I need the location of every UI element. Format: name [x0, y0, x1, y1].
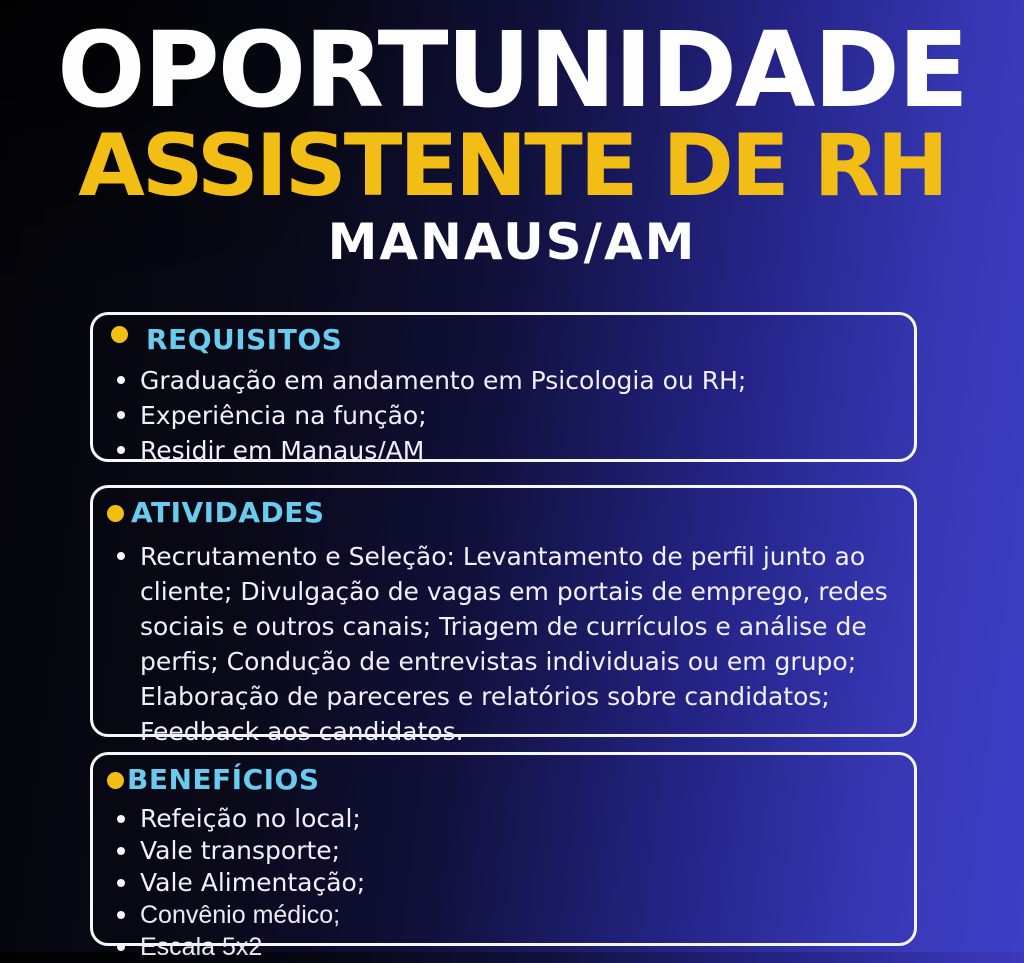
list-item	[107, 398, 900, 433]
section-requisitos-title: REQUISITOS	[146, 323, 343, 356]
requisitos-list	[107, 363, 900, 468]
list-item-text: Graduação em andamento em Psicologia ou RH;	[140, 366, 747, 395]
section-beneficios	[90, 752, 917, 961]
section-atividades-header	[107, 496, 900, 530]
yellow-dot-icon	[107, 505, 124, 522]
list-item-text: Experiência na função;	[140, 401, 427, 430]
bullet-icon	[117, 411, 125, 419]
list-item-text: Recrutamento e Seleção: Levantamento de perfil junto ao cliente; Divulgação de vagas em portais de emprego, redes sociais e outros canais; Triagem de currículos e análise de perfis; Condução de entrevistas individuais ou em grupo; Elaboração de pareceres e relatórios sobre candidatos; Feedback aos candidatos.	[140, 542, 888, 746]
bullet-icon	[117, 911, 125, 919]
section-beneficios-header	[107, 763, 900, 797]
poster-header	[0, 0, 1024, 271]
bullet-icon	[117, 943, 125, 951]
list-item-text: Vale transporte;	[140, 836, 341, 865]
yellow-dot-icon	[107, 772, 124, 789]
poster-title: OPORTUNIDADE	[57, 9, 967, 131]
beneficios-list	[107, 803, 900, 963]
list-item	[107, 539, 900, 749]
bullet-icon	[117, 879, 125, 887]
atividades-list	[107, 539, 900, 749]
section-requisitos	[90, 312, 917, 465]
list-item-text: Escala 5x2	[140, 933, 263, 961]
list-item	[107, 899, 900, 931]
list-item	[107, 835, 900, 867]
bullet-icon	[117, 815, 125, 823]
yellow-dot-icon	[111, 326, 128, 343]
poster-subtitle: ASSISTENTE DE RH	[78, 116, 946, 216]
list-item-text: Convênio médico;	[140, 901, 341, 929]
poster-location: MANAUS/AM	[327, 213, 697, 271]
section-beneficios-title: BENEFÍCIOS	[127, 763, 320, 796]
section-atividades	[90, 485, 917, 746]
section-atividades-title: ATIVIDADES	[131, 496, 325, 529]
bullet-icon	[117, 446, 125, 454]
list-item-text: Vale Alimentação;	[140, 868, 366, 897]
list-item	[107, 867, 900, 899]
list-item-text: Refeição no local;	[140, 804, 361, 833]
bullet-icon	[117, 376, 125, 384]
bullet-icon	[117, 552, 125, 560]
list-item	[107, 803, 900, 835]
list-item	[107, 363, 900, 398]
bullet-icon	[117, 847, 125, 855]
list-item-text: Residir em Manaus/AM	[140, 436, 425, 465]
list-item	[107, 931, 900, 963]
list-item	[107, 433, 900, 468]
section-requisitos-header	[107, 323, 900, 357]
